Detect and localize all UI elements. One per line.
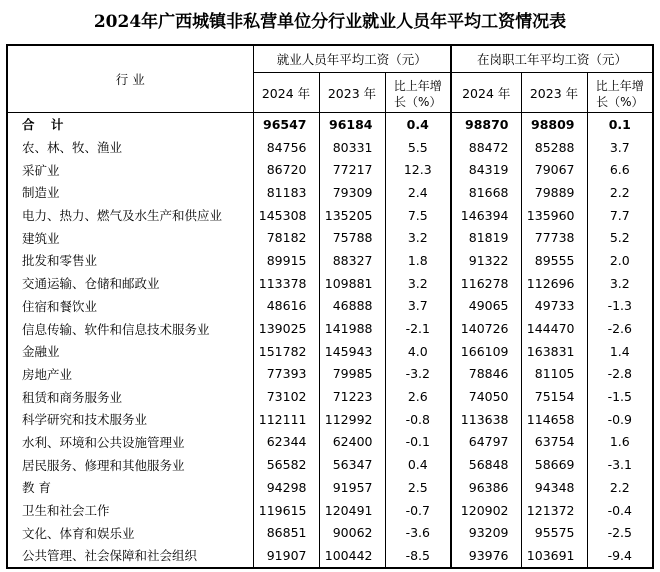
employee-wage-group-header: 就业人员年平均工资（元） [253, 45, 451, 73]
employee-wage-2023: 96184 [319, 113, 385, 136]
table-row [7, 521, 653, 544]
employee-wage-growth: 0.4 [385, 113, 451, 136]
staff-wage-2023: 163831 [521, 340, 587, 363]
employee-wage-2023: 112992 [319, 408, 385, 431]
employee-wage-2024: 151782 [253, 340, 319, 363]
staff-wage-2024: 64797 [451, 431, 521, 454]
employee-wage-2023: 71223 [319, 385, 385, 408]
industry-name: 建筑业 [7, 226, 253, 249]
staff-wage-2024: 81819 [451, 226, 521, 249]
staff-wage-2023: 63754 [521, 431, 587, 454]
employee-wage-2023: 145943 [319, 340, 385, 363]
table-row [7, 431, 653, 454]
industry-name: 采矿业 [7, 158, 253, 181]
industry-name: 居民服务、修理和其他服务业 [7, 453, 253, 476]
staff-wage-growth: -2.6 [587, 317, 653, 340]
industry-name: 科学研究和技术服务业 [7, 408, 253, 431]
staff-wage-2024: 93976 [451, 544, 521, 568]
staff-wage-2023: 121372 [521, 499, 587, 522]
employee-wage-2024: 139025 [253, 317, 319, 340]
staff-2023-header: 2023 年 [521, 73, 587, 113]
industry-name: 卫生和社会工作 [7, 499, 253, 522]
staff-wage-growth: -0.4 [587, 499, 653, 522]
staff-wage-growth: 1.4 [587, 340, 653, 363]
employee-wage-growth: 1.8 [385, 249, 451, 272]
table-row [7, 295, 653, 318]
staff-wage-2024: 74050 [451, 385, 521, 408]
employee-wage-2024: 62344 [253, 431, 319, 454]
staff-wage-2024: 120902 [451, 499, 521, 522]
industry-name: 房地产业 [7, 363, 253, 386]
total-row [7, 113, 653, 136]
staff-wage-2023: 94348 [521, 476, 587, 499]
employee-2024-header: 2024 年 [253, 73, 319, 113]
industry-name: 农、林、牧、渔业 [7, 136, 253, 159]
staff-wage-2023: 144470 [521, 317, 587, 340]
staff-wage-2024: 146394 [451, 204, 521, 227]
staff-wage-2023: 79067 [521, 158, 587, 181]
staff-wage-growth: -2.5 [587, 521, 653, 544]
employee-wage-2023: 56347 [319, 453, 385, 476]
employee-wage-growth: 3.2 [385, 226, 451, 249]
employee-wage-2024: 145308 [253, 204, 319, 227]
staff-wage-2023: 95575 [521, 521, 587, 544]
table-row [7, 226, 653, 249]
staff-wage-2024: 98870 [451, 113, 521, 136]
growth-label-line1: 比上年增 [595, 78, 644, 93]
staff-wage-growth: -9.4 [587, 544, 653, 568]
employee-wage-growth: 7.5 [385, 204, 451, 227]
employee-wage-growth: 3.2 [385, 272, 451, 295]
staff-wage-growth: 3.7 [587, 136, 653, 159]
employee-wage-2024: 77393 [253, 363, 319, 386]
table-row [7, 272, 653, 295]
employee-wage-2023: 88327 [319, 249, 385, 272]
employee-wage-2024: 112111 [253, 408, 319, 431]
staff-wage-2023: 89555 [521, 249, 587, 272]
staff-wage-2024: 93209 [451, 521, 521, 544]
employee-wage-2024: 48616 [253, 295, 319, 318]
staff-wage-2024: 88472 [451, 136, 521, 159]
employee-wage-growth: -2.1 [385, 317, 451, 340]
employee-wage-2024: 78182 [253, 226, 319, 249]
industry-name: 交通运输、仓储和邮政业 [7, 272, 253, 295]
employee-wage-2023: 91957 [319, 476, 385, 499]
staff-wage-growth: 3.2 [587, 272, 653, 295]
industry-name: 水利、环境和公共设施管理业 [7, 431, 253, 454]
employee-wage-2024: 84756 [253, 136, 319, 159]
staff-wage-2023: 77738 [521, 226, 587, 249]
employee-wage-2023: 90062 [319, 521, 385, 544]
wage-table [6, 44, 654, 569]
table-row [7, 385, 653, 408]
employee-wage-growth: 5.5 [385, 136, 451, 159]
industry-header: 行 业 [7, 45, 253, 113]
industry-name: 批发和零售业 [7, 249, 253, 272]
staff-wage-2024: 49065 [451, 295, 521, 318]
employee-wage-2023: 79985 [319, 363, 385, 386]
staff-wage-2023: 75154 [521, 385, 587, 408]
employee-wage-2023: 120491 [319, 499, 385, 522]
table-row [7, 181, 653, 204]
staff-growth-header [587, 73, 653, 113]
table-row [7, 453, 653, 476]
employee-wage-2024: 86851 [253, 521, 319, 544]
table-row [7, 499, 653, 522]
employee-wage-2023: 100442 [319, 544, 385, 568]
employee-wage-2024: 94298 [253, 476, 319, 499]
industry-name: 电力、热力、燃气及水生产和供应业 [7, 204, 253, 227]
table-body [7, 113, 653, 568]
table-row [7, 136, 653, 159]
employee-wage-2023: 109881 [319, 272, 385, 295]
employee-wage-2024: 86720 [253, 158, 319, 181]
staff-wage-2023: 103691 [521, 544, 587, 568]
table-row [7, 158, 653, 181]
staff-wage-2023: 85288 [521, 136, 587, 159]
employee-2023-header: 2023 年 [319, 73, 385, 113]
employee-wage-growth: 2.4 [385, 181, 451, 204]
employee-wage-growth: 4.0 [385, 340, 451, 363]
industry-name: 合 计 [7, 113, 253, 136]
staff-wage-2023: 114658 [521, 408, 587, 431]
employee-wage-2024: 73102 [253, 385, 319, 408]
industry-name: 文化、体育和娱乐业 [7, 521, 253, 544]
table-row [7, 544, 653, 568]
employee-growth-header [385, 73, 451, 113]
industry-name: 制造业 [7, 181, 253, 204]
staff-wage-2024: 166109 [451, 340, 521, 363]
staff-wage-2023: 112696 [521, 272, 587, 295]
staff-wage-2024: 96386 [451, 476, 521, 499]
employee-wage-2024: 96547 [253, 113, 319, 136]
employee-wage-2023: 75788 [319, 226, 385, 249]
employee-wage-2024: 56582 [253, 453, 319, 476]
employee-wage-2024: 91907 [253, 544, 319, 568]
staff-wage-2024: 113638 [451, 408, 521, 431]
staff-wage-2024: 91322 [451, 249, 521, 272]
employee-wage-2023: 79309 [319, 181, 385, 204]
table-row [7, 204, 653, 227]
employee-wage-2024: 89915 [253, 249, 319, 272]
table-row [7, 476, 653, 499]
industry-name: 教 育 [7, 476, 253, 499]
staff-wage-growth: -1.5 [587, 385, 653, 408]
staff-wage-2024: 56848 [451, 453, 521, 476]
employee-wage-growth: 12.3 [385, 158, 451, 181]
staff-wage-2024: 84319 [451, 158, 521, 181]
staff-wage-2024: 116278 [451, 272, 521, 295]
employee-wage-2024: 119615 [253, 499, 319, 522]
staff-wage-2024: 140726 [451, 317, 521, 340]
staff-wage-growth: -1.3 [587, 295, 653, 318]
employee-wage-2023: 135205 [319, 204, 385, 227]
employee-wage-growth: 2.5 [385, 476, 451, 499]
employee-wage-growth: 3.7 [385, 295, 451, 318]
employee-wage-growth: -3.6 [385, 521, 451, 544]
employee-wage-growth: -0.8 [385, 408, 451, 431]
staff-wage-group-header: 在岗职工年平均工资（元） [451, 45, 653, 73]
employee-wage-growth: 2.6 [385, 385, 451, 408]
table-row [7, 249, 653, 272]
staff-wage-growth: 5.2 [587, 226, 653, 249]
employee-wage-growth: 0.4 [385, 453, 451, 476]
employee-wage-2024: 113378 [253, 272, 319, 295]
staff-wage-2023: 49733 [521, 295, 587, 318]
staff-wage-2023: 81105 [521, 363, 587, 386]
staff-wage-growth: -2.8 [587, 363, 653, 386]
employee-wage-growth: -0.7 [385, 499, 451, 522]
staff-wage-growth: 0.1 [587, 113, 653, 136]
staff-wage-2024: 81668 [451, 181, 521, 204]
staff-wage-growth: 6.6 [587, 158, 653, 181]
employee-wage-2023: 141988 [319, 317, 385, 340]
staff-wage-growth: 2.2 [587, 181, 653, 204]
employee-wage-growth: -3.2 [385, 363, 451, 386]
employee-wage-2023: 46888 [319, 295, 385, 318]
industry-name: 租赁和商务服务业 [7, 385, 253, 408]
growth-label-line2: 长（%） [394, 94, 442, 109]
staff-wage-2023: 135960 [521, 204, 587, 227]
staff-wage-2023: 79889 [521, 181, 587, 204]
table-header [7, 45, 653, 113]
page-title: 2024年广西城镇非私营单位分行业就业人员年平均工资情况表 [93, 12, 567, 32]
staff-2024-header: 2024 年 [451, 73, 521, 113]
table-row [7, 317, 653, 340]
staff-wage-growth: -0.9 [587, 408, 653, 431]
employee-wage-2024: 81183 [253, 181, 319, 204]
staff-wage-growth: -3.1 [587, 453, 653, 476]
table-row [7, 408, 653, 431]
employee-wage-growth: -8.5 [385, 544, 451, 568]
growth-label-line2: 长（%） [596, 94, 644, 109]
staff-wage-growth: 7.7 [587, 204, 653, 227]
table-row [7, 340, 653, 363]
industry-name: 信息传输、软件和信息技术服务业 [7, 317, 253, 340]
staff-wage-2023: 58669 [521, 453, 587, 476]
employee-wage-2023: 77217 [319, 158, 385, 181]
staff-wage-growth: 2.2 [587, 476, 653, 499]
staff-wage-growth: 1.6 [587, 431, 653, 454]
industry-name: 公共管理、社会保障和社会组织 [7, 544, 253, 568]
employee-wage-growth: -0.1 [385, 431, 451, 454]
employee-wage-2023: 80331 [319, 136, 385, 159]
table-row [7, 363, 653, 386]
industry-name: 金融业 [7, 340, 253, 363]
staff-wage-growth: 2.0 [587, 249, 653, 272]
growth-label-line1: 比上年增 [393, 78, 442, 93]
employee-wage-2023: 62400 [319, 431, 385, 454]
staff-wage-2024: 78846 [451, 363, 521, 386]
staff-wage-2023: 98809 [521, 113, 587, 136]
industry-name: 住宿和餐饮业 [7, 295, 253, 318]
